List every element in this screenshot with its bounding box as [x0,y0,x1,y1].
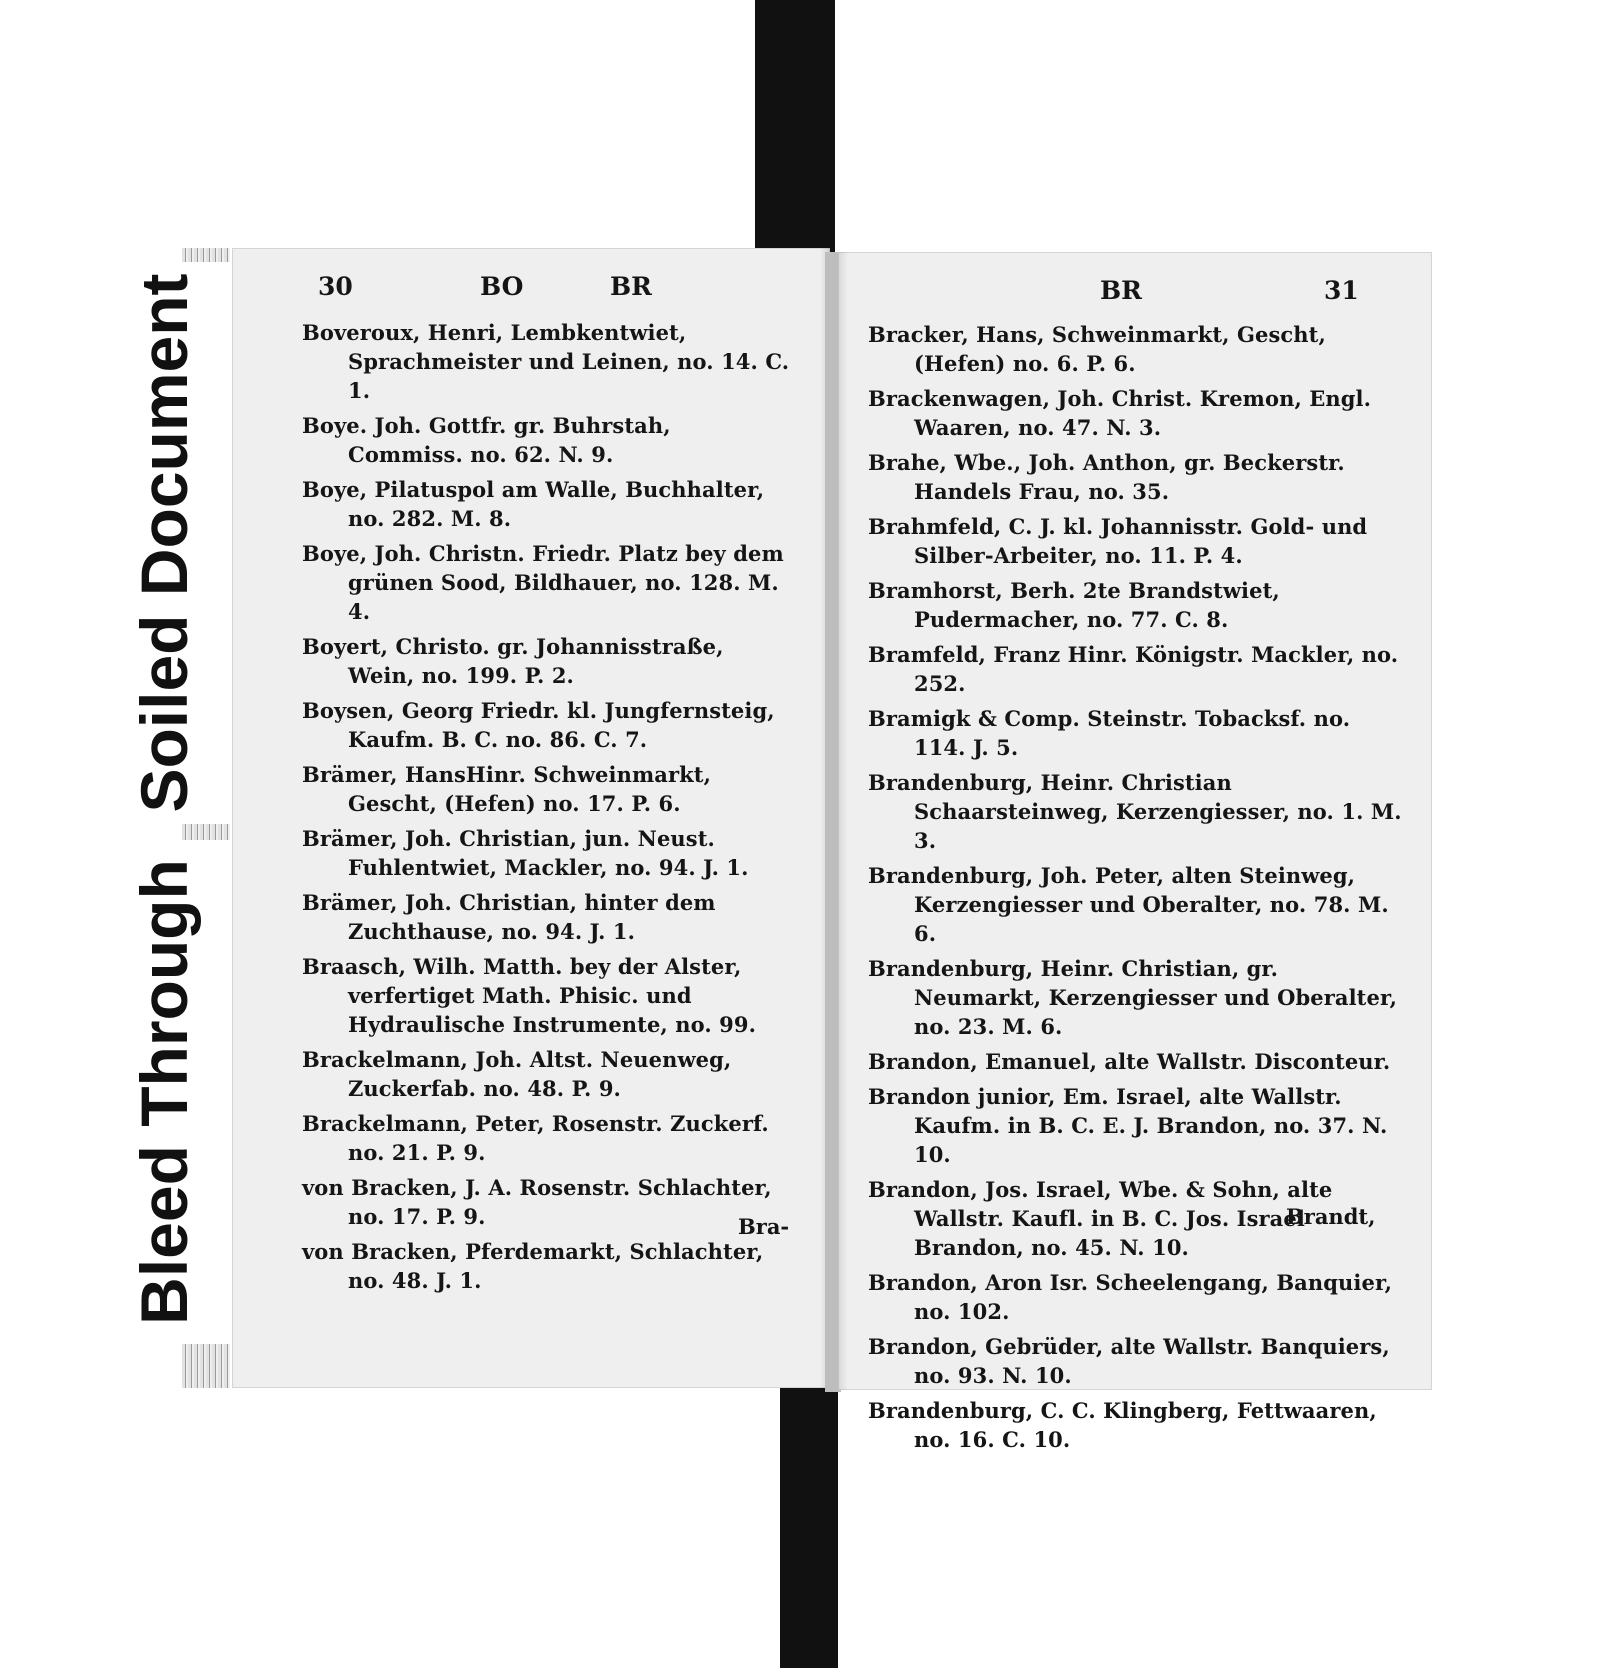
bleed-through-label [98,840,230,1344]
list-item: Brahe, Wbe., Joh. Anthon, gr. Beckerstr. Handels Frau, no. 35. [868,450,1345,504]
binding-spine-top [755,0,835,260]
list-item: Bramhorst, Berh. 2te Brandstwiet, Pudermacher, no. 77. C. 8. [868,578,1280,632]
list-item: Boye. Joh. Gottfr. gr. Buhrstah, Commiss. no. 62. N. 9. [302,413,671,467]
page-number-right: 31 [1324,276,1359,305]
list-item: Braasch, Wilh. Matth. bey der Alster, verfertiget Math. Phisic. und Hydraulische Instrumente, no. 99. [302,954,757,1037]
list-item: von Bracken, Pferdemarkt, Schlachter, no. 48. J. 1. [302,1239,764,1293]
list-item: Brämer, Joh. Christian, hinter dem Zuchthause, no. 94. J. 1. [302,890,716,944]
list-item: Bramfeld, Franz Hinr. Königstr. Mackler, no. 252. [868,642,1399,696]
list-item: Brackelmann, Peter, Rosenstr. Zuckerf. no. 21. P. 9. [302,1111,769,1165]
running-head-left: BO [480,272,524,301]
list-item: Brandon, Emanuel, alte Wallstr. Disconteur. [868,1049,1391,1074]
page-number-left: 30 [318,272,353,301]
list-item: Bracker, Hans, Schweinmarkt, Gescht, (Hefen) no. 6. P. 6. [868,322,1326,376]
list-item: Brandenburg, Heinr. Christian, gr. Neumarkt, Kerzengiesser und Oberalter, no. 23. M. 6. [868,956,1397,1039]
list-item: Brandon junior, Em. Israel, alte Wallstr. Kaufm. in B. C. E. J. Brandon, no. 37. N. 10. [868,1084,1388,1167]
running-head-left-2: BR [610,272,652,301]
list-item: Brandenburg, C. C. Klingberg, Fettwaaren, no. 16. C. 10. [868,1398,1377,1452]
list-item: Brandenburg, Heinr. Christian Schaarsteinweg, Kerzengiesser, no. 1. M. 3. [868,770,1402,853]
left-page [232,248,830,1388]
catchword-left: Bra- [738,1214,790,1239]
soiled-document-text: Soiled Document [127,273,201,813]
list-item: Boveroux, Henri, Lembkentwiet, Sprachmeister und Leinen, no. 14. C. 1. [302,320,790,403]
list-item: Brahmfeld, C. J. kl. Johannisstr. Gold- und Silber-Arbeiter, no. 11. P. 4. [868,514,1368,568]
running-head-right: BR [1100,276,1142,305]
list-item: Brandon, Aron Isr. Scheelengang, Banquier, no. 102. [868,1270,1392,1324]
list-item: Boye, Pilatuspol am Walle, Buchhalter, no. 282. M. 8. [302,477,765,531]
list-item: Brackenwagen, Joh. Christ. Kremon, Engl. Waaren, no. 47. N. 3. [868,386,1372,440]
list-item: Brandon, Gebrüder, alte Wallstr. Banquiers, no. 93. N. 10. [868,1334,1390,1388]
list-item: Boyert, Christo. gr. Johannisstraße, Wein, no. 199. P. 2. [302,634,724,688]
binding-spine-bottom [780,1380,838,1668]
list-item: Brandon, Jos. Israel, Wbe. & Sohn, alte Wallstr. Kaufl. in B. C. Jos. Israel Brandon, no. 45. N. 10. [868,1177,1333,1260]
left-entry-list [302,318,790,1301]
soiled-document-label [98,262,230,824]
list-item: Boysen, Georg Friedr. kl. Jungfernsteig, Kaufm. B. C. no. 86. C. 7. [302,698,775,752]
bleed-through-text: Bleed Through [127,859,201,1325]
right-entry-list [868,320,1408,1460]
list-item: Brackelmann, Joh. Altst. Neuenweg, Zuckerfab. no. 48. P. 9. [302,1047,732,1101]
list-item: von Bracken, J. A. Rosenstr. Schlachter, no. 17. P. 9. [302,1175,772,1229]
right-page [838,252,1432,1452]
list-item: Brämer, HansHinr. Schweinmarkt, Gescht, (Hefen) no. 17. P. 6. [302,762,712,816]
list-item: Brämer, Joh. Christian, jun. Neust. Fuhlentwiet, Mackler, no. 94. J. 1. [302,826,749,880]
list-item: Bramigk & Comp. Steinstr. Tobacksf. no. 114. J. 5. [868,706,1351,760]
list-item: Boye, Joh. Christn. Friedr. Platz bey dem grünen Sood, Bildhauer, no. 128. M. 4. [302,541,784,624]
catchword-right: Brandt, [1286,1204,1376,1229]
list-item: Brandenburg, Joh. Peter, alten Steinweg, Kerzengiesser und Oberalter, no. 78. M. 6. [868,863,1389,946]
